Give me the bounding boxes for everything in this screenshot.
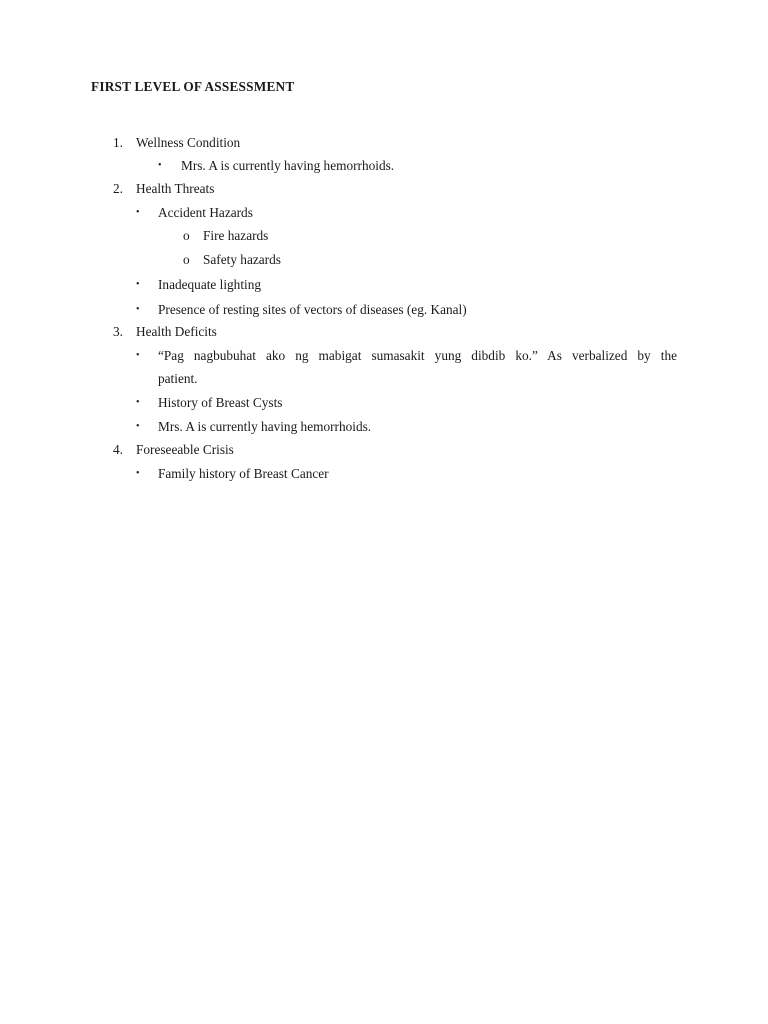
section-number: 4. [113,442,123,457]
section-number: 3. [113,324,123,339]
list-item-text: Accident Hazards [158,205,253,220]
sub-list-item-text: Fire hazards [203,228,269,243]
sub-bullet-icon: o [183,228,190,243]
list-item-text: Family history of Breast Cancer [158,466,329,481]
bullet-icon: • [136,207,140,218]
sub-list-item-text: Safety hazards [203,252,281,267]
section-number: 2. [113,181,123,196]
bullet-icon: • [136,468,140,479]
list-item-text: Mrs. A is currently having hemorrhoids. [181,158,395,173]
section-heading: Health Threats [136,181,215,196]
sub-bullet-icon: o [183,252,190,267]
list-item-text: Presence of resting sites of vectors of diseases (eg. Kanal) [158,302,467,317]
bullet-icon: • [158,160,162,171]
section-heading: Wellness Condition [136,135,241,150]
list-item-continuation: patient. [158,371,198,386]
list-item-text: Inadequate lighting [158,277,262,292]
list-item-text: “Pag nagbubuhat ako ng mabigat sumasakit yung dibdib ko.” As verbalized by the [158,348,677,363]
list-item-text: History of Breast Cysts [158,395,283,410]
section-heading: Health Deficits [136,324,217,339]
section-number: 1. [113,135,123,150]
bullet-icon: • [136,279,140,290]
bullet-icon: • [136,421,140,432]
section-heading: Foreseeable Crisis [136,442,234,457]
bullet-icon: • [136,350,140,361]
bullet-icon: • [136,397,140,408]
page-title: FIRST LEVEL OF ASSESSMENT [91,79,295,94]
list-item-text: Mrs. A is currently having hemorrhoids. [158,419,372,434]
bullet-icon: • [136,304,140,315]
